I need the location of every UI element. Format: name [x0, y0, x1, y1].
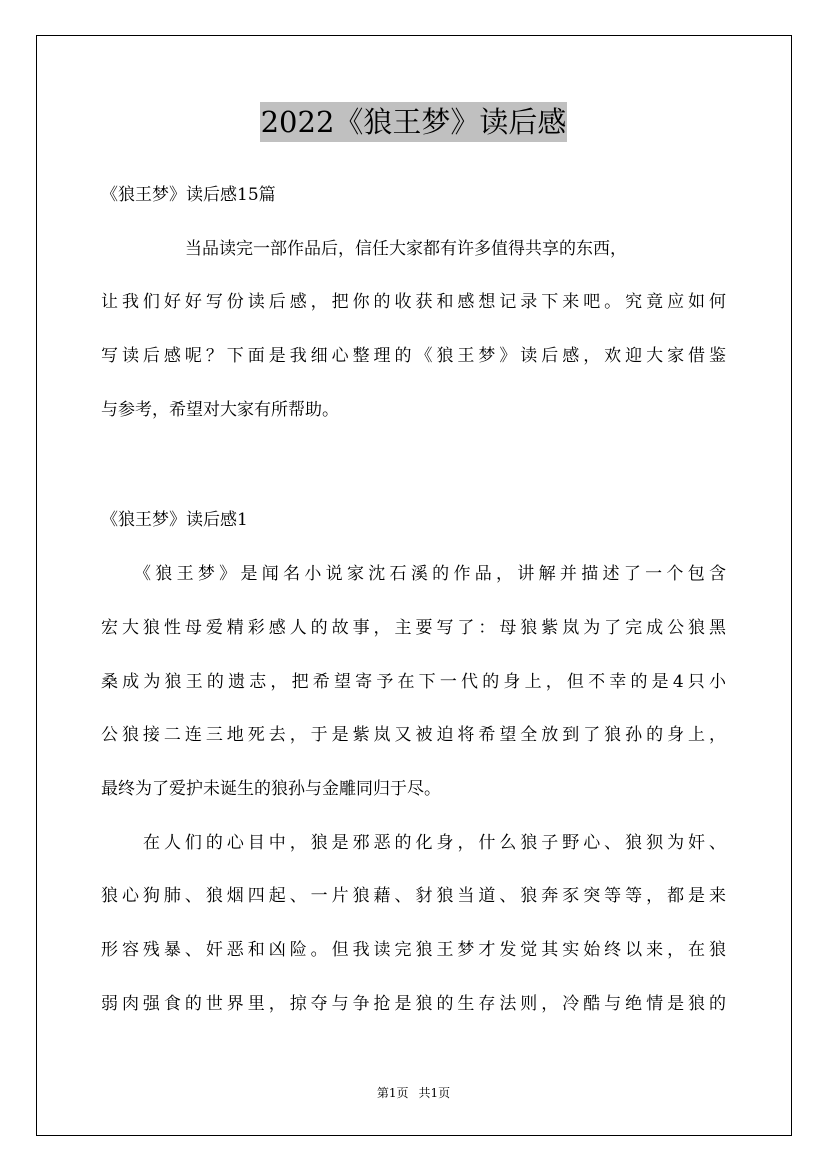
paragraph2-line: 在人们的心目中，狼是邪恶的化身，什么狼子野心、狼狈为奸、	[143, 833, 726, 853]
paragraph1-line: 宏大狼性母爱精彩感人的故事，主要写了：母狼紫岚为了完成公狼黑	[101, 618, 726, 638]
section-heading: 《狼王梦》读后感1	[101, 510, 248, 530]
document-subtitle: 《狼王梦》读后感15篇	[101, 185, 276, 205]
paragraph1-line: 《狼王梦》是闻名小说家沈石溪的作品，讲解并描述了一个包含	[134, 564, 726, 584]
paragraph2-line: 形容残暴、奸恶和凶险。但我读完狼王梦才发觉其实始终以来，在狼	[101, 940, 726, 960]
intro-line: 写读后感呢？下面是我细心整理的《狼王梦》读后感，欢迎大家借鉴	[101, 346, 726, 366]
paragraph1-line: 最终为了爱护未诞生的狼孙与金雕同归于尽。	[101, 779, 441, 799]
title-container	[0, 102, 827, 142]
paragraph2-line: 狼心狗肺、狼烟四起、一片狼藉、豺狼当道、狼奔豕突等等，都是来	[101, 886, 726, 906]
document-title: 2022《狼王梦》读后感	[260, 102, 568, 142]
page-footer	[0, 1085, 827, 1101]
intro-line: 当品读完一部作品后，信任大家都有许多值得共享的东西，	[185, 239, 627, 259]
page-total: 共1页	[418, 1086, 451, 1100]
paragraph2-line: 弱肉强食的世界里，掠夺与争抢是狼的生存法则，冷酷与绝情是狼的	[101, 994, 726, 1014]
intro-line: 与参考，希望对大家有所帮助。	[101, 400, 339, 420]
paragraph1-line: 桑成为狼王的遗志，把希望寄予在下一代的身上，但不幸的是4只小	[101, 672, 726, 692]
intro-line: 让我们好好写份读后感，把你的收获和感想记录下来吧。究竟应如何	[101, 292, 726, 312]
page-number: 第1页	[376, 1086, 409, 1100]
paragraph1-line: 公狼接二连三地死去，于是紫岚又被迫将希望全放到了狼孙的身上，	[101, 725, 726, 745]
